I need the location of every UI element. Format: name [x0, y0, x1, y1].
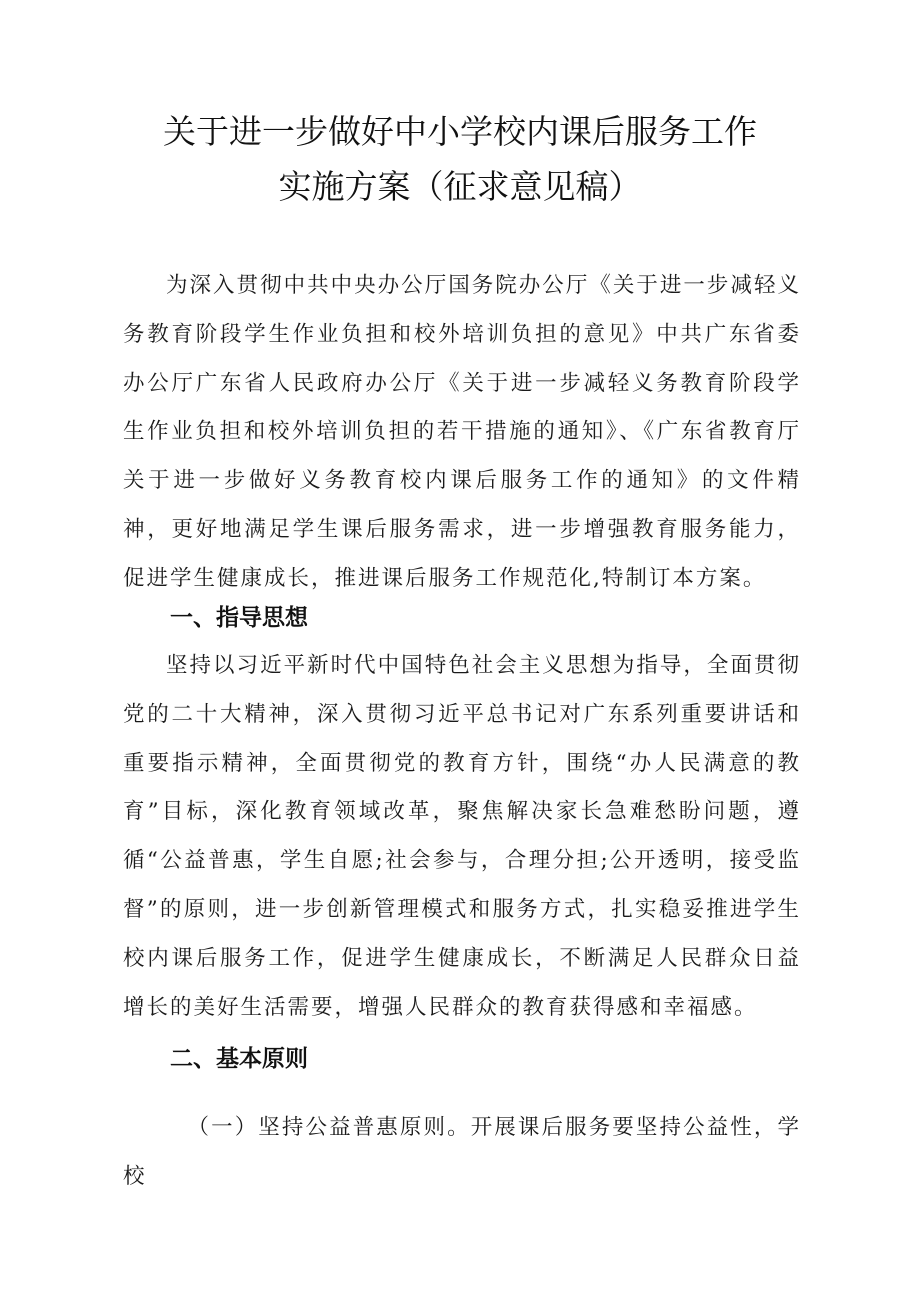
section-heading-basic-principles: 二、基本原则	[170, 1046, 308, 1072]
section-paragraph-basic-principles: （一）坚持公益普惠原则。开展课后服务要坚持公益性，学校	[123, 1115, 801, 1189]
section-heading-guiding-ideology: 一、指导思想	[170, 605, 308, 631]
section-paragraph-guiding-ideology: 坚持以习近平新时代中国特色社会主义思想为指导，全面贯彻党的二十大精神，深入贯彻习近平总书记对广东系列重要讲话和重要指示精神，全面贯彻党的教育方针，围绕“办人民满意的教育”目标，深化教育领域改革，聚焦解决家长急难愁盼问题，遵循“公益普惠，学生自愿;社会参与，合理分担;公开透明，接受监督”的原则，进一步创新管理模式和服务方式，扎实稳妥推进学生校内课后服务工作，促进学生健康成长，不断满足人民群众日益增长的美好生活需要，增强人民群众的教育获得感和幸福感。	[123, 653, 801, 1020]
document-title-line-2: 实施方案（征求意见稿）	[278, 167, 642, 206]
document-title-line-1: 关于进一步做好中小学校内课后服务工作	[163, 112, 757, 151]
intro-paragraph: 为深入贯彻中共中央办公厅国务院办公厅《关于进一步减轻义务教育阶段学生作业负担和校外培训负担的意见》中共广东省委办公厅广东省人民政府办公厅《关于进一步减轻义务教育阶段学生作业负担和校外培训负担的若干措施的通知》、《广东省教育厅关于进一步做好义务教育校内课后服务工作的通知》的文件精神，更好地满足学生课后服务需求，进一步增强教育服务能力，促进学生健康成长，推进课后服务工作规范化,特制订本方案。	[123, 273, 801, 591]
